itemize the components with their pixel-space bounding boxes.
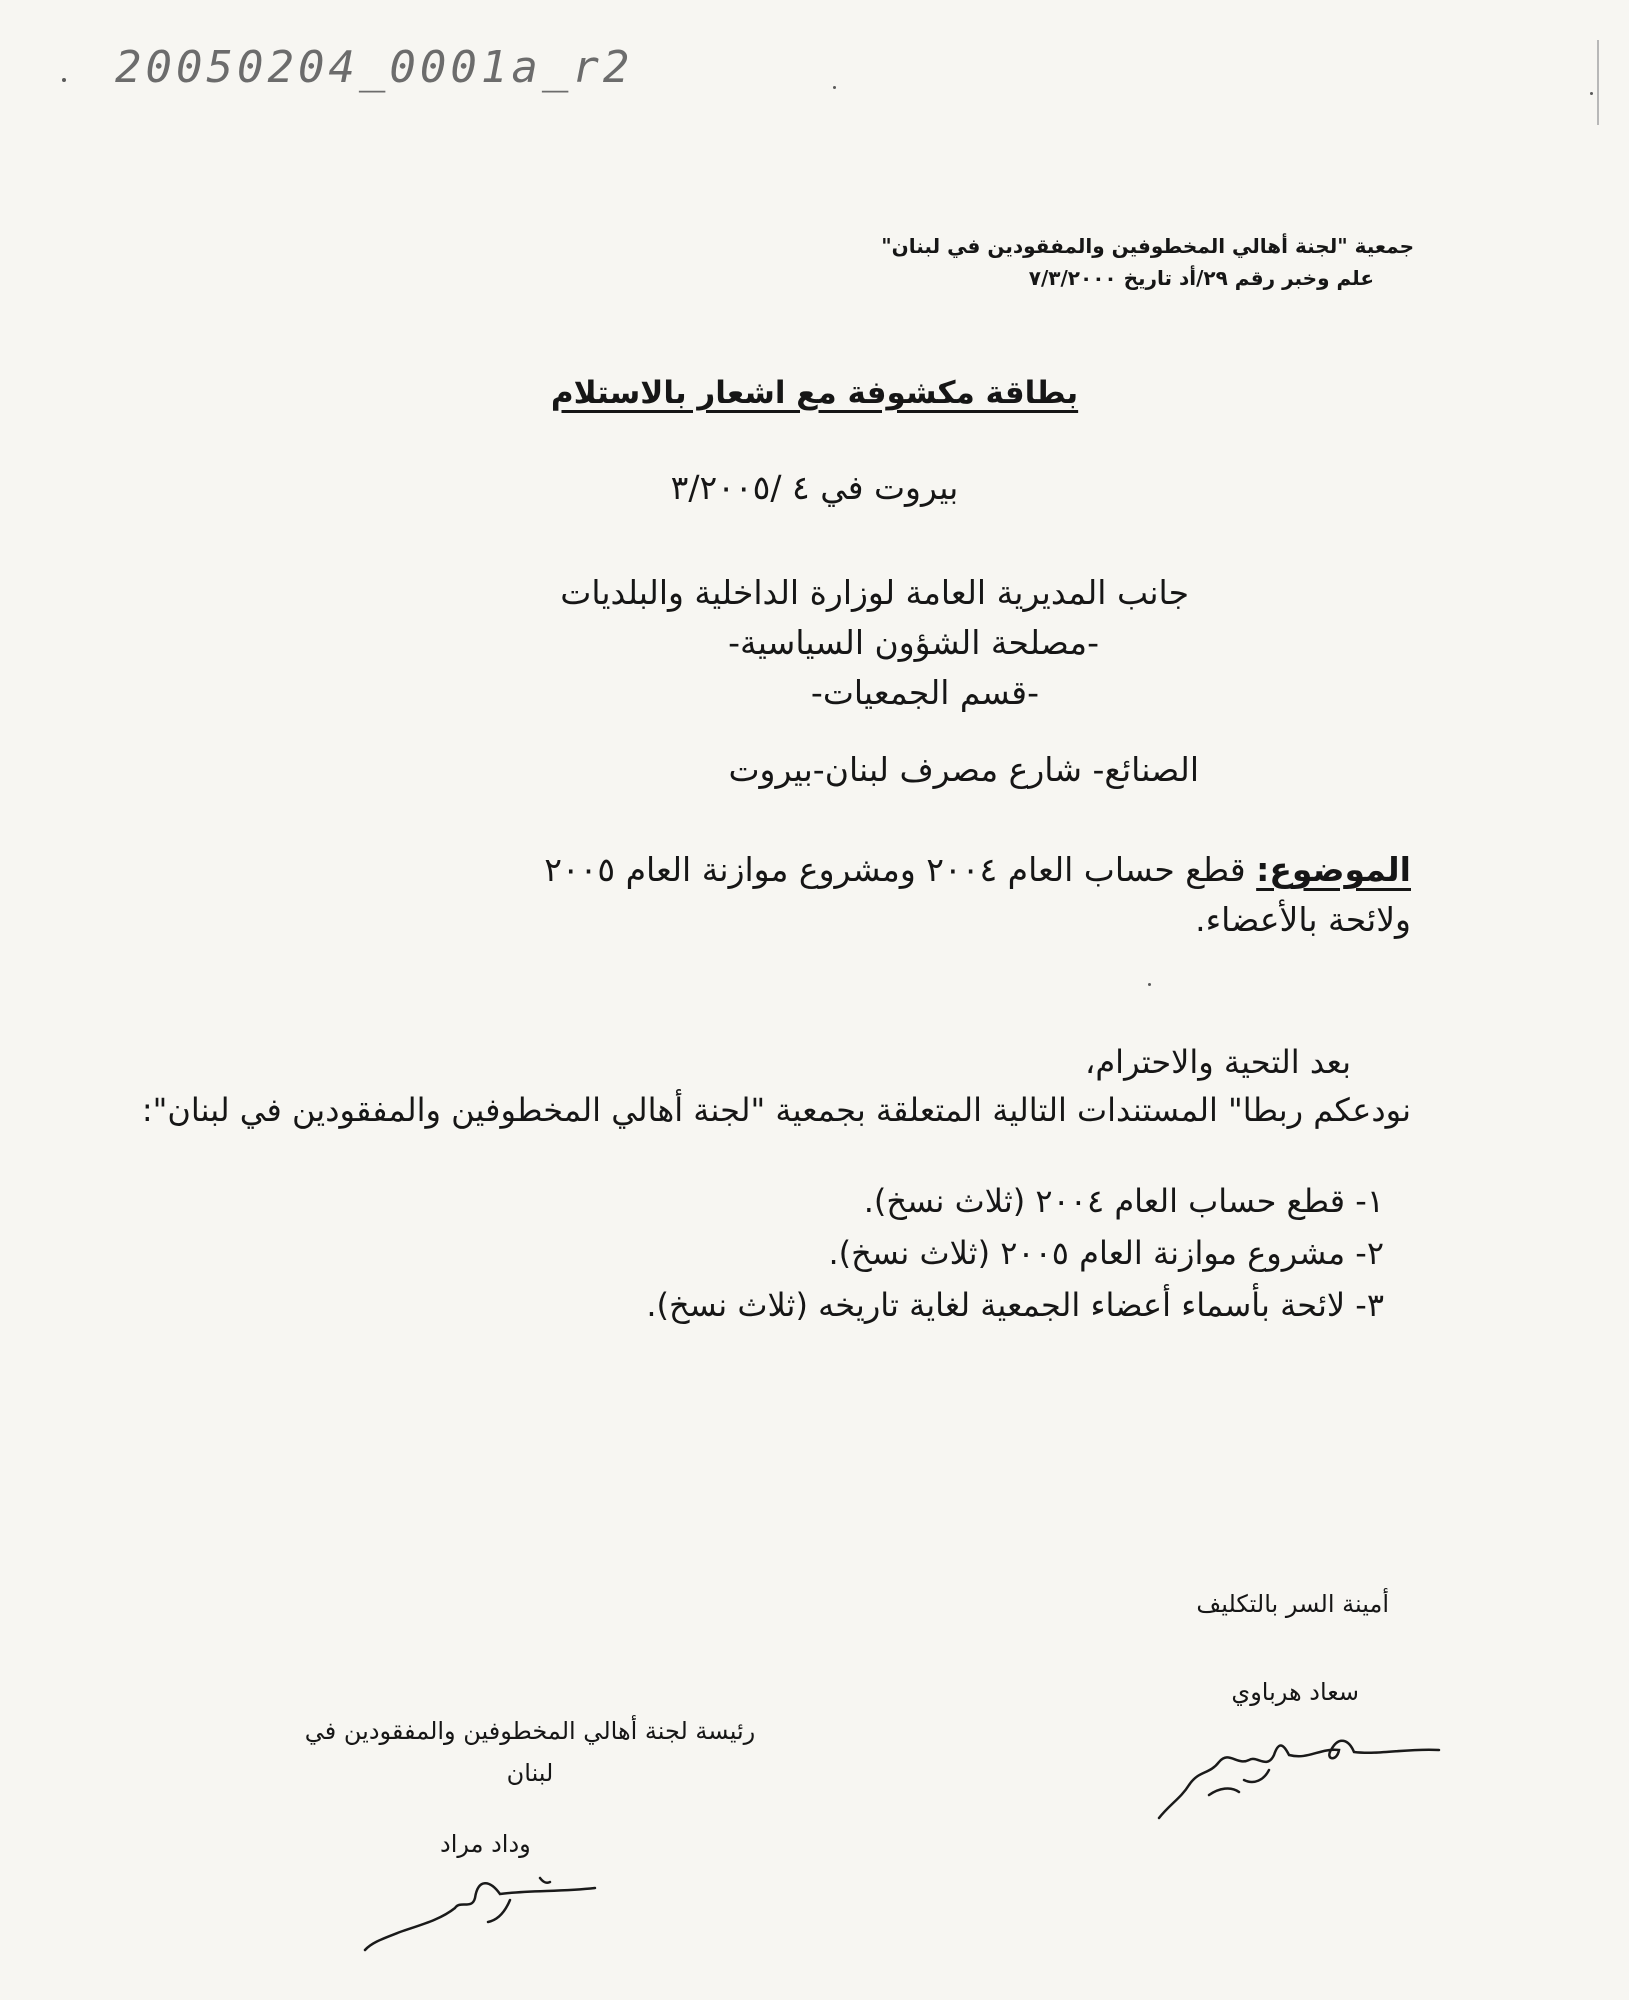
subject-text: قطع حساب العام ٢٠٠٤ ومشروع موازنة العام ٢٠٠٥ xyxy=(544,850,1246,889)
scan-speck xyxy=(1148,983,1151,986)
list-item: ٢- مشروع موازنة العام ٢٠٠٥ (ثلاث نسخ). xyxy=(828,1234,1384,1272)
secretary-name: سعاد هرباوي xyxy=(1231,1678,1359,1706)
recipient-address: الصنائع- شارع مصرف لبنان-بيروت xyxy=(728,750,1199,789)
handwritten-reference-code: 20050204_0001a_r2 xyxy=(115,42,634,93)
recipient-line-2: -مصلحة الشؤون السياسية- xyxy=(728,623,1099,662)
president-title: رئيسة لجنة أهالي المخطوفين والمفقودين في لبنان xyxy=(304,1717,756,1787)
recipient-line-3: -قسم الجمعيات- xyxy=(810,673,1039,712)
scan-speck xyxy=(1590,92,1593,95)
greeting: بعد التحية والاحترام، xyxy=(1085,1043,1351,1081)
association-name: جمعية "لجنة أهالي المخطوفين والمفقودين في لبنان" xyxy=(881,234,1414,258)
recipient-line-1: جانب المديرية العامة لوزارة الداخلية والبلديات xyxy=(560,573,1189,612)
subject-line-2: ولائحة بالأعضاء. xyxy=(1195,900,1411,939)
place-date-line: بيروت في ٤ /٣/٢٠٠٥ xyxy=(670,468,959,507)
recipient-block xyxy=(560,568,1189,718)
secretary-signature xyxy=(1149,1700,1449,1830)
letterhead xyxy=(881,230,1414,294)
subject-line-1 xyxy=(544,845,1411,895)
list-item: ٣- لائحة بأسماء أعضاء الجمعية لغاية تاريخه (ثلاث نسخ). xyxy=(646,1286,1384,1324)
secretary-title: أمينة السر بالتكليف xyxy=(1196,1590,1389,1618)
intro-paragraph: نودعكم ربطا" المستندات التالية المتعلقة بجمعية "لجنة أهالي المخطوفين والمفقودين في لبنان": xyxy=(141,1091,1411,1129)
scan-speck xyxy=(62,78,66,82)
registration-line: علم وخبر رقم ٢٩/أد تاريخ ٧/٣/٢٠٠٠ xyxy=(1028,266,1374,290)
president-name: وداد مراد xyxy=(440,1830,531,1858)
enclosure-list xyxy=(646,1175,1384,1331)
letter-body xyxy=(142,1038,1411,1134)
list-item: ١- قطع حساب العام ٢٠٠٤ (ثلاث نسخ). xyxy=(863,1182,1384,1220)
subject-block xyxy=(544,845,1411,945)
scan-edge-mark xyxy=(1597,40,1599,125)
subject-label: الموضوع: xyxy=(1256,850,1411,889)
scan-speck xyxy=(833,86,836,89)
president-signature xyxy=(360,1870,600,1960)
document-title-text: بطاقة مكشوفة مع اشعار بالاستلام xyxy=(550,375,1079,411)
document-title xyxy=(0,375,1629,411)
